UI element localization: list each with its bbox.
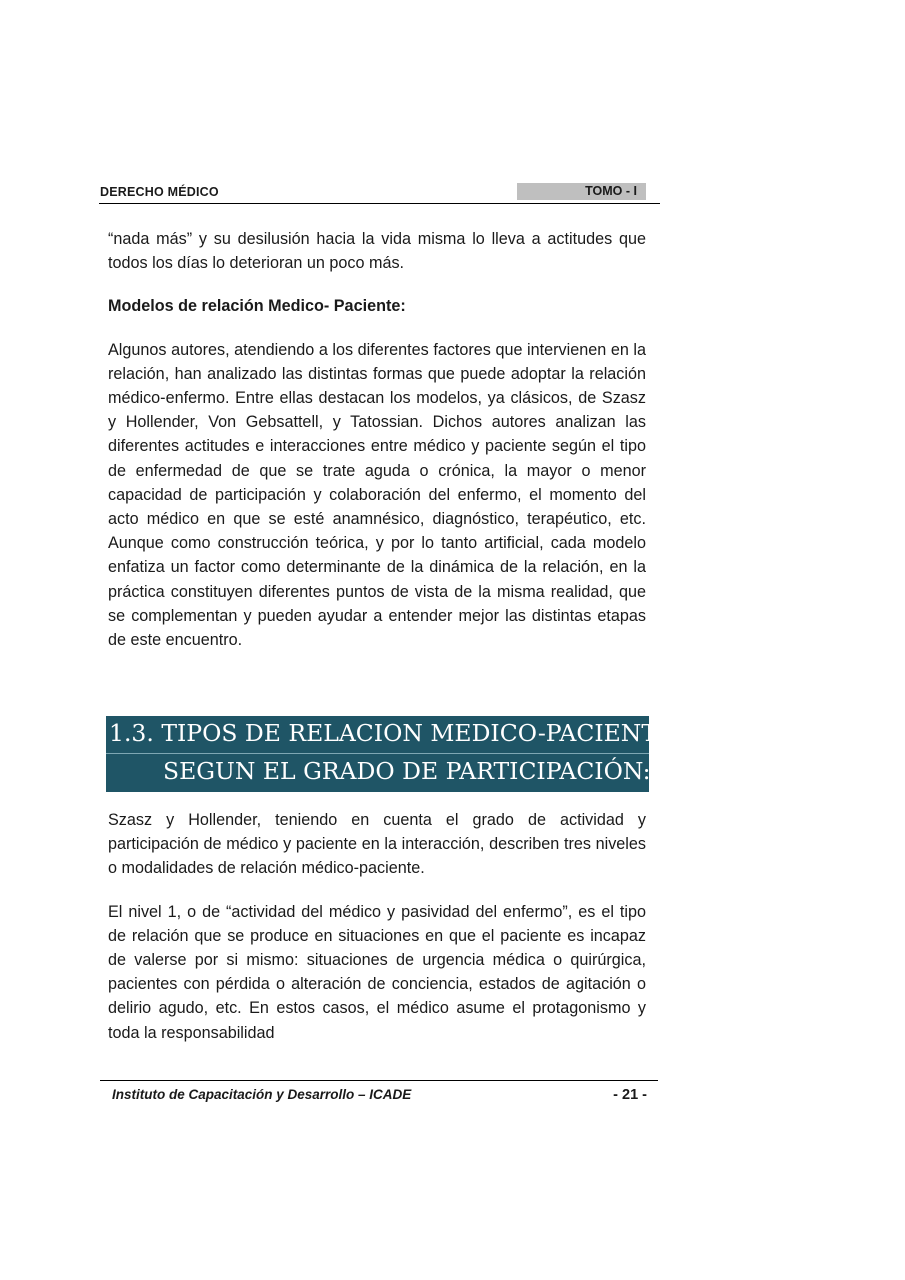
body-text-bottom xyxy=(108,808,646,1064)
body-text-top xyxy=(108,227,646,671)
section-heading-line-1: 1.3. TIPOS DE RELACION MEDICO-PACIENTE xyxy=(109,719,675,747)
header-book-title: DERECHO MÉDICO xyxy=(100,185,219,199)
subheading-models: Modelos de relación Medico- Paciente: xyxy=(108,297,406,316)
header-volume-label: TOMO - I xyxy=(585,184,637,198)
section-heading-line-2: SEGUN EL GRADO DE PARTICIPACIÓN: xyxy=(163,757,651,785)
page-header xyxy=(99,183,660,204)
footer-institution: Instituto de Capacitación y Desarrollo – ICADE xyxy=(112,1087,412,1102)
paragraph-continuation: “nada más” y su desilusión hacia la vida misma lo lleva a actitudes que todos los días lo deterioran un poco más. xyxy=(108,230,646,273)
section-heading-banner xyxy=(106,716,675,792)
paragraph-szasz-hollender: Szasz y Hollender, teniendo en cuenta el grado de actividad y participación de médico y paciente en la interacción, describen tres niveles o modalidades de relación médico-paciente. xyxy=(108,811,646,878)
paragraph-models: Algunos autores, atendiendo a los diferentes factores que intervienen en la relación, han analizado las distintas formas que puede adoptar la relación médico-enfermo. Entre ellas destacan los modelos, ya clásicos, de Szasz y Hollender, Von Gebsattell, y Tatossian. Dichos autores analizan las diferentes actitudes e interacciones entre médico y paciente según el tipo de enfermedad de que se trate aguda o crónica, la mayor o menor capacidad de participación y colaboración del enfermo, el momento del acto médico en que se esté anamnésico, diagnóstico, terapéutico, etc. Aunque como construcción teórica, y por lo tanto artificial, cada modelo enfatiza un factor como determinante de la dinámica de la relación, en la práctica constituyen diferentes puntos de vista de la misma realidad, que se complementan y pueden ayudar a entender mejor las distintas etapas de este encuentro. xyxy=(108,340,646,650)
header-volume-box xyxy=(517,183,646,200)
page-number: - 21 - xyxy=(613,1087,647,1103)
paragraph-level-1: El nivel 1, o de “actividad del médico y pasividad del enfermo”, es el tipo de relación que se produce en situaciones en que el paciente es incapaz de valerse por si mismo: situaciones de urgencia médica o quirúrgica, pacientes con pérdida o alteración de conciencia, estados de agitación o delirio agudo, etc. En estos casos, el médico asume el protagonismo y toda la responsabilidad xyxy=(108,902,646,1042)
page-footer xyxy=(100,1080,658,1105)
banner-divider xyxy=(106,753,649,754)
